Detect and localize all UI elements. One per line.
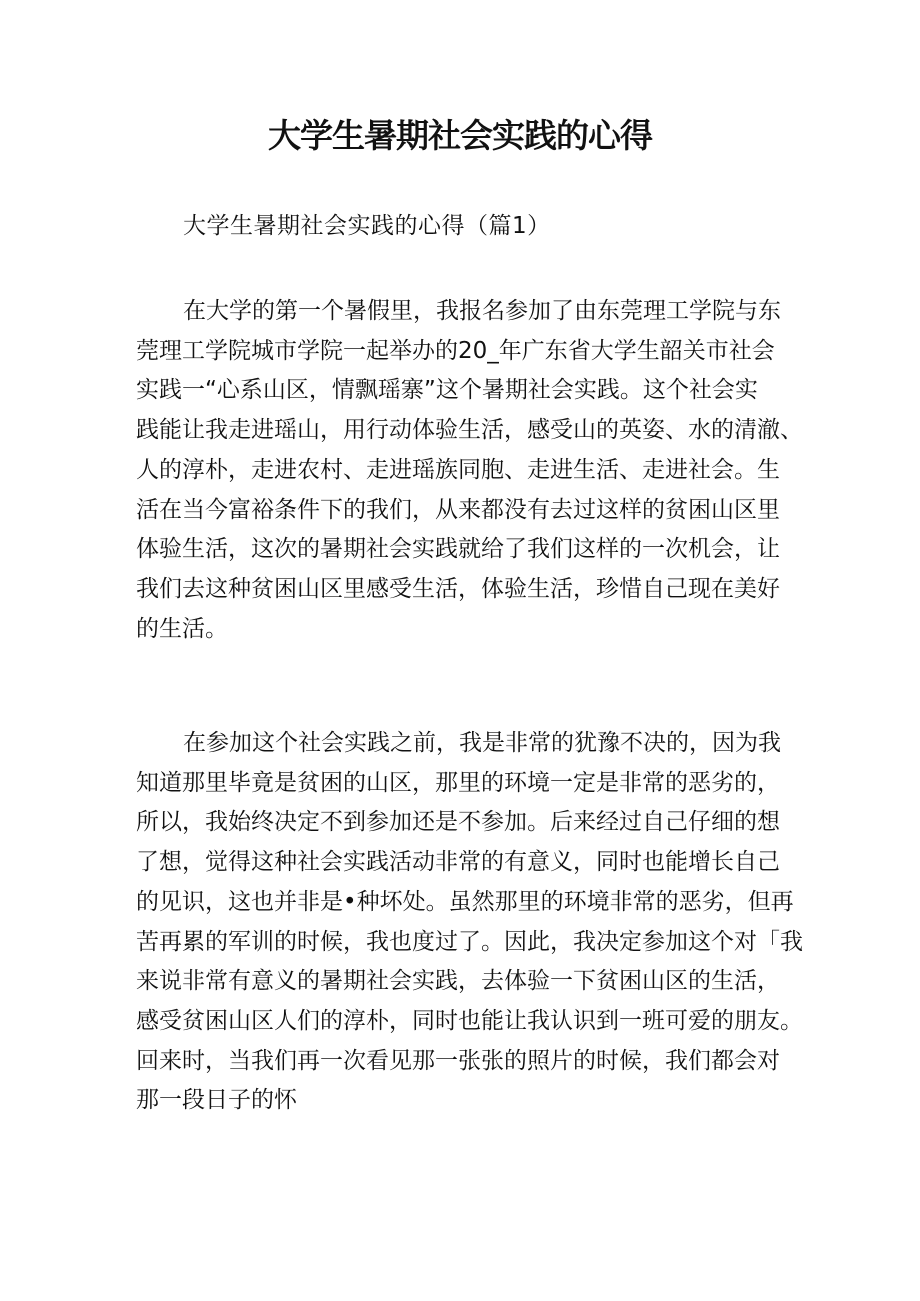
paragraph-line: 所以，我始终决定不到参加还是不参加。后来经过自己仔细的想 [136, 809, 780, 836]
paragraph-line: 了想，觉得这种社会实践活动非常的有意义，同时也能增长自己 [136, 849, 780, 876]
paragraph-line: 来说非常有意义的暑期社会实践，去体验一下贫困山区的生活， [136, 968, 780, 995]
page-title: 大学生暑期社会实践的心得 [268, 116, 652, 155]
paragraph-line: 的见识，这也并非是•种坏处。虽然那里的环境非常的恶劣，但再 [136, 888, 794, 915]
paragraph-line: 感受贫困山区人们的淳朴，同时也能让我认识到一班可爱的朋友。 [136, 1007, 803, 1034]
paragraph-line: 在参加这个社会实践之前，我是非常的犹豫不决的，因为我 [183, 730, 781, 756]
paragraph-line: 我们去这种贫困山区里感受生活，体验生活，珍惜自己现在美好 [136, 575, 780, 602]
paragraph-line: 苦再累的军训的时候，我也度过了。因此，我决定参加这个对「我 [136, 928, 803, 955]
paragraph-line: 践能让我走进瑶山，用行动体验生活，感受山的英姿、水的清澈、 [136, 417, 803, 444]
paragraph-line: 莞理工学院城市学院一起举办的20_年广东省大学生韶关市社会 [136, 337, 775, 364]
paragraph-line: 体验生活，这次的暑期社会实践就给了我们这样的一次机会，让 [136, 536, 780, 563]
paragraph-line: 活在当今富裕条件下的我们，从来都没有去过这样的贫困山区里 [136, 496, 780, 523]
section-subtitle: 大学生暑期社会实践的心得（篇1） [183, 213, 551, 239]
paragraph-line: 的生活。 [136, 615, 228, 642]
paragraph-line: 回来时，当我们再一次看见那一张张的照片的时候，我们都会对 [136, 1047, 780, 1074]
paragraph-line: 那一段日子的怀 [136, 1087, 297, 1114]
paragraph-2 [136, 724, 803, 1121]
paragraph-line: 在大学的第一个暑假里，我报名参加了由东莞理工学院与东 [183, 298, 781, 324]
paragraph-line: 知道那里毕竟是贫困的山区，那里的环境一定是非常的恶劣的， [136, 769, 780, 796]
paragraph-line: 人的淳朴，走进农村、走进瑶族同胞、走进生活、走进社会。生 [136, 456, 780, 483]
paragraph-1 [136, 292, 803, 649]
paragraph-line: 实践一“心系山区，情飘瑶寨”这个暑期社会实践。这个社会实 [136, 377, 758, 404]
